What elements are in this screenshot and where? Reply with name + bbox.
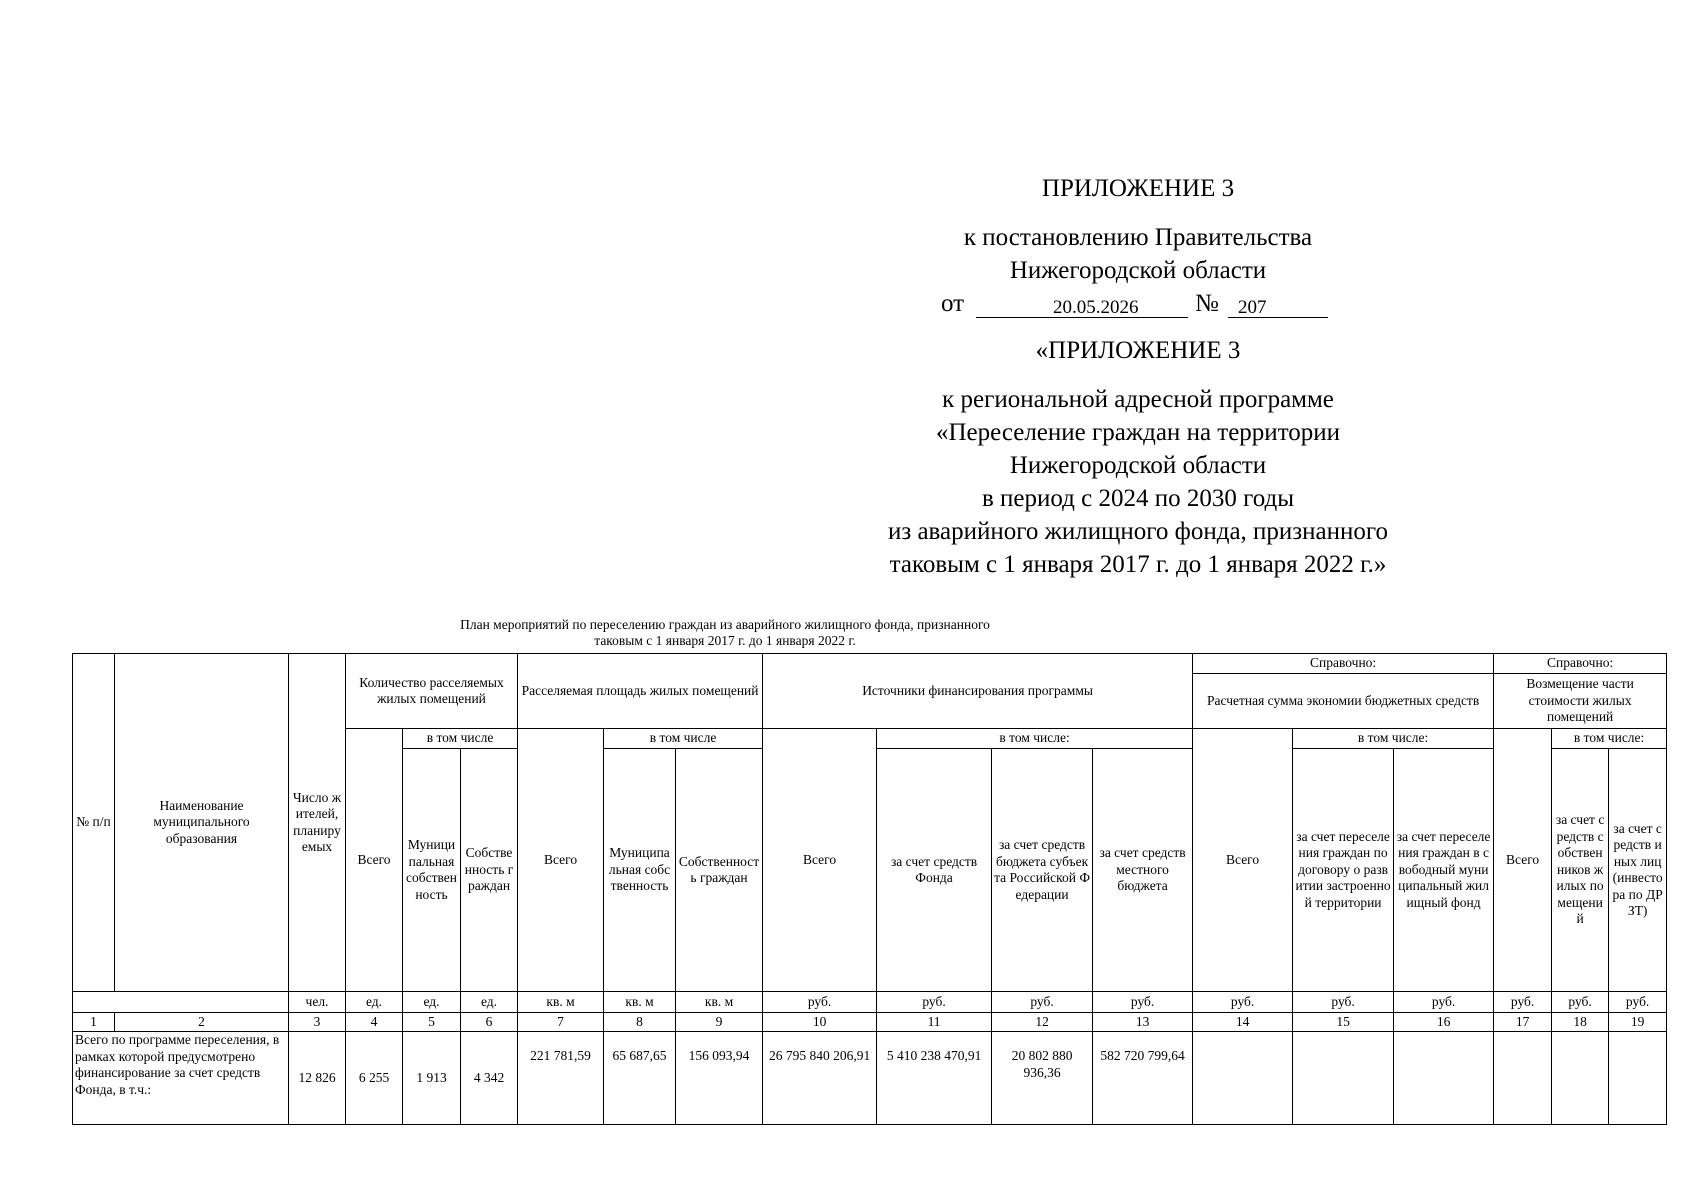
program-line: в период с 2024 по 2030 годы — [981, 485, 1295, 512]
total-residents: 12 826 — [289, 1032, 346, 1125]
header-group-area: Расселяемая площадь жилых помещений — [518, 654, 763, 729]
column-number: 4 — [346, 1013, 403, 1032]
program-appendix-title: «ПРИЛОЖЕНИЕ 3 — [1035, 337, 1241, 364]
header-quantity-total: Всего — [346, 729, 403, 992]
table-title-line-1: План мероприятий по переселению граждан из аварийного жилищного фонда, признанного — [460, 617, 990, 632]
header-subject-budget: за счет средств бюджета субъекта Российской Федерации — [992, 749, 1093, 992]
total-economy — [1193, 1032, 1293, 1125]
header-group-compensation: Возмещение части стоимости жилых помещений — [1494, 674, 1667, 729]
unit-cell: руб. — [1494, 992, 1552, 1013]
total-area: 221 781,59 — [518, 1032, 604, 1125]
header-municipality-name: Наименование муниципального образования — [115, 654, 289, 992]
header-resettle-free: за счет переселения граждан в свободный муниципальный жилищный фонд — [1394, 749, 1494, 992]
column-numbers-row — [73, 1013, 1667, 1032]
header-sources-in-that-number: в том числе: — [877, 729, 1193, 749]
program-line: таковым с 1 января 2017 г. до 1 января 2022 г.» — [889, 551, 1387, 578]
total-other-funds — [1609, 1032, 1667, 1125]
unit-cell: руб. — [877, 992, 992, 1013]
column-number: 14 — [1193, 1013, 1293, 1032]
unit-cell: чел. — [289, 992, 346, 1013]
column-number: 10 — [763, 1013, 877, 1032]
unit-cell: руб. — [1193, 992, 1293, 1013]
column-number: 18 — [1552, 1013, 1609, 1032]
header-economy-total: Всего — [1193, 729, 1293, 992]
appendix-title-block — [838, 172, 1438, 205]
total-local-budget: 582 720 799,64 — [1093, 1032, 1193, 1125]
date-number-line — [838, 287, 1438, 320]
unit-cell: руб. — [763, 992, 877, 1013]
header-other-funds: за счет средств иных лиц (инвестора по ДРЗТ) — [1609, 749, 1667, 992]
program-line: Нижегородской области — [1009, 452, 1267, 479]
header-reference-compensation: Справочно: — [1494, 654, 1667, 674]
program-appendix-title-block — [838, 334, 1438, 367]
header-row-number: № п/п — [73, 654, 115, 992]
table-row-total — [73, 1032, 1667, 1125]
resolution-date: 20.05.2026 — [1053, 297, 1139, 318]
header-group-economy: Расчетная сумма экономии бюджетных средств — [1193, 674, 1494, 729]
column-number: 19 — [1609, 1013, 1667, 1032]
total-owners-funds — [1552, 1032, 1609, 1125]
unit-cell: кв. м — [518, 992, 604, 1013]
unit-cell: кв. м — [604, 992, 676, 1013]
resolution-number: 207 — [1238, 297, 1267, 318]
header-residents: Число жителей, планируемых — [289, 654, 346, 992]
total-resettle-contract — [1293, 1032, 1394, 1125]
program-name-block — [838, 383, 1438, 581]
total-area-municipal: 65 687,65 — [604, 1032, 676, 1125]
header-quantity-citizens: Собственность граждан — [461, 749, 518, 992]
unit-cell: руб. — [1093, 992, 1193, 1013]
total-row-name: Всего по программе переселения, в рамках которой предусмотрено финансирование за счет средств Фонда, в т.ч.: — [73, 1032, 289, 1125]
column-number: 9 — [676, 1013, 763, 1032]
header-group-quantity: Количество расселяемых жилых помещений — [346, 654, 518, 729]
header-sources-total: Всего — [763, 729, 877, 992]
unit-cell: руб. — [1609, 992, 1667, 1013]
total-fund-source: 5 410 238 470,91 — [877, 1032, 992, 1125]
column-number: 11 — [877, 1013, 992, 1032]
total-quantity-municipal: 1 913 — [403, 1032, 461, 1125]
unit-cell — [73, 992, 115, 1013]
total-quantity: 6 255 — [346, 1032, 403, 1125]
program-line: «Переселение граждан на территории — [935, 419, 1341, 446]
header-area-municipal: Муниципальная собственность — [604, 749, 676, 992]
column-number: 5 — [403, 1013, 461, 1032]
appendix-title: ПРИЛОЖЕНИЕ 3 — [1041, 175, 1235, 202]
program-line: из аварийного жилищного фонда, признанного — [887, 518, 1389, 545]
resettlement-plan-table — [72, 653, 1667, 1125]
unit-cell: руб. — [1394, 992, 1494, 1013]
total-area-citizens: 156 093,94 — [676, 1032, 763, 1125]
header-owners-funds: за счет средств собственников жилых помещений — [1552, 749, 1609, 992]
unit-cell: ед. — [403, 992, 461, 1013]
column-number: 8 — [604, 1013, 676, 1032]
column-number: 6 — [461, 1013, 518, 1032]
column-number: 13 — [1093, 1013, 1193, 1032]
header-area-citizens: Собственность граждан — [676, 749, 763, 992]
total-quantity-citizens: 4 342 — [461, 1032, 518, 1125]
header-quantity-municipal: Муниципальная собственность — [403, 749, 461, 992]
units-row — [73, 992, 1667, 1013]
column-number: 16 — [1394, 1013, 1494, 1032]
from-label: от — [941, 290, 965, 317]
column-number: 1 — [73, 1013, 115, 1032]
program-line: к региональной адресной программе — [942, 386, 1334, 413]
header-area-in-that-number: в том числе — [604, 729, 763, 749]
unit-cell: ед. — [461, 992, 518, 1013]
header-group-sources: Источники финансирования программы — [763, 654, 1193, 729]
table-title-line-2: таковым с 1 января 2017 г. до 1 января 2022 г. — [594, 633, 856, 648]
total-sources: 26 795 840 206,91 — [763, 1032, 877, 1125]
resolution-line-1: к постановлению Правительства — [963, 224, 1313, 251]
total-resettle-free — [1394, 1032, 1494, 1125]
column-number: 15 — [1293, 1013, 1394, 1032]
header-resettle-contract: за счет переселения граждан по договору о развитии застроенной территории — [1293, 749, 1394, 992]
unit-cell: руб. — [1293, 992, 1394, 1013]
resolution-block — [838, 221, 1438, 320]
column-number: 2 — [115, 1013, 289, 1032]
header-area-total: Всего — [518, 729, 604, 992]
unit-cell: ед. — [346, 992, 403, 1013]
header-fund-source: за счет средств Фонда — [877, 749, 992, 992]
column-number: 12 — [992, 1013, 1093, 1032]
total-compensation — [1494, 1032, 1552, 1125]
column-number: 17 — [1494, 1013, 1552, 1032]
number-sign: № — [1195, 290, 1219, 317]
header-quantity-in-that-number: в том числе — [403, 729, 518, 749]
unit-cell: кв. м — [676, 992, 763, 1013]
header-economy-in-that-number: в том числе: — [1293, 729, 1494, 749]
column-number: 3 — [289, 1013, 346, 1032]
total-subject-budget: 20 802 880 936,36 — [992, 1032, 1093, 1125]
table-title — [400, 617, 1050, 649]
unit-cell — [115, 992, 289, 1013]
resolution-line-2: Нижегородской области — [1009, 257, 1267, 284]
unit-cell: руб. — [1552, 992, 1609, 1013]
header-compensation-total: Всего — [1494, 729, 1552, 992]
header-local-budget: за счет средств местного бюджета — [1093, 749, 1193, 992]
column-number: 7 — [518, 1013, 604, 1032]
header-compensation-in-that-number: в том числе: — [1552, 729, 1667, 749]
header-reference-economy: Справочно: — [1193, 654, 1494, 674]
unit-cell: руб. — [992, 992, 1093, 1013]
